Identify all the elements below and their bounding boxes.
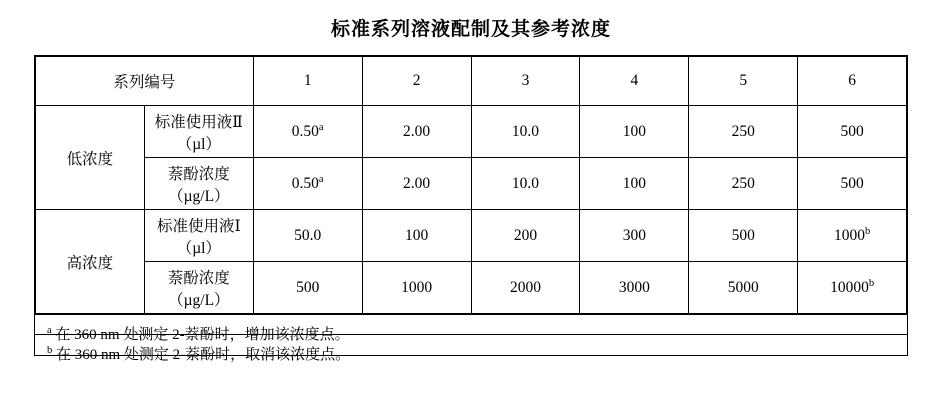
cell-low-concentration-3: 10.0: [471, 158, 580, 210]
cell-high-concentration-4: 3000: [580, 262, 689, 314]
table-row: [36, 210, 907, 262]
header-col-1: 1: [253, 57, 362, 106]
cell-low-standard-2: 2.00: [362, 106, 471, 158]
cell-high-standard-3: 200: [471, 210, 580, 262]
cell-high-concentration-6: 10000$^b$: [798, 262, 907, 314]
concentration-table-container: [34, 55, 908, 363]
header-col-4: 4: [580, 57, 689, 106]
cell-high-standard-2: 100: [362, 210, 471, 262]
cell-high-standard-6: 1000$^b$: [798, 210, 907, 262]
header-col-3: 3: [471, 57, 580, 106]
cell-low-standard-6: 500: [798, 106, 907, 158]
cell-high-standard-5: 500: [689, 210, 798, 262]
table-row: [36, 106, 907, 158]
cell-high-standard-1: 50.0: [253, 210, 362, 262]
table-footnotes: [35, 314, 907, 363]
cell-low-standard-1: 0.50$^a$: [253, 106, 362, 158]
header-series-label: 系列编号: [36, 57, 254, 106]
cell-high-concentration-3: 2000: [471, 262, 580, 314]
page-title: 标准系列溶液配制及其参考浓度: [330, 19, 611, 40]
footnote-b: $^b$ 在 360 nm 处测定 2-萘酚时，取消该浓度点。: [47, 345, 351, 363]
row-label-low-standard: 标准使用液Ⅱ（µl）: [144, 106, 253, 158]
cell-high-standard-4: 300: [580, 210, 689, 262]
header-col-6: 6: [798, 57, 907, 106]
cell-low-standard-3: 10.0: [471, 106, 580, 158]
group-label-high: 高浓度: [36, 210, 145, 314]
row-label-low-concentration: 萘酚浓度（µg/L）: [144, 158, 253, 210]
table-row: [36, 158, 907, 210]
footnote-a: $^a$ 在 360 nm 处测定 2-萘酚时，增加该浓度点。: [35, 315, 907, 335]
group-label-low: 低浓度: [36, 106, 145, 210]
cell-low-standard-4: 100: [580, 106, 689, 158]
header-col-2: 2: [362, 57, 471, 106]
cell-high-concentration-1: 500: [253, 262, 362, 314]
cell-low-concentration-5: 250: [689, 158, 798, 210]
cell-low-concentration-6: 500: [798, 158, 907, 210]
cell-high-concentration-2: 1000: [362, 262, 471, 314]
table-header-row: [36, 57, 907, 106]
table-row: [36, 262, 907, 314]
cell-low-concentration-4: 100: [580, 158, 689, 210]
row-label-high-standard: 标准使用液Ⅰ（µl）: [144, 210, 253, 262]
cell-low-concentration-1: 0.50$^a$: [253, 158, 362, 210]
cell-low-standard-5: 250: [689, 106, 798, 158]
cell-high-concentration-5: 5000: [689, 262, 798, 314]
concentration-table: [35, 56, 907, 314]
cell-low-concentration-2: 2.00: [362, 158, 471, 210]
header-col-5: 5: [689, 57, 798, 106]
row-label-high-concentration: 萘酚浓度（µg/L）: [144, 262, 253, 314]
